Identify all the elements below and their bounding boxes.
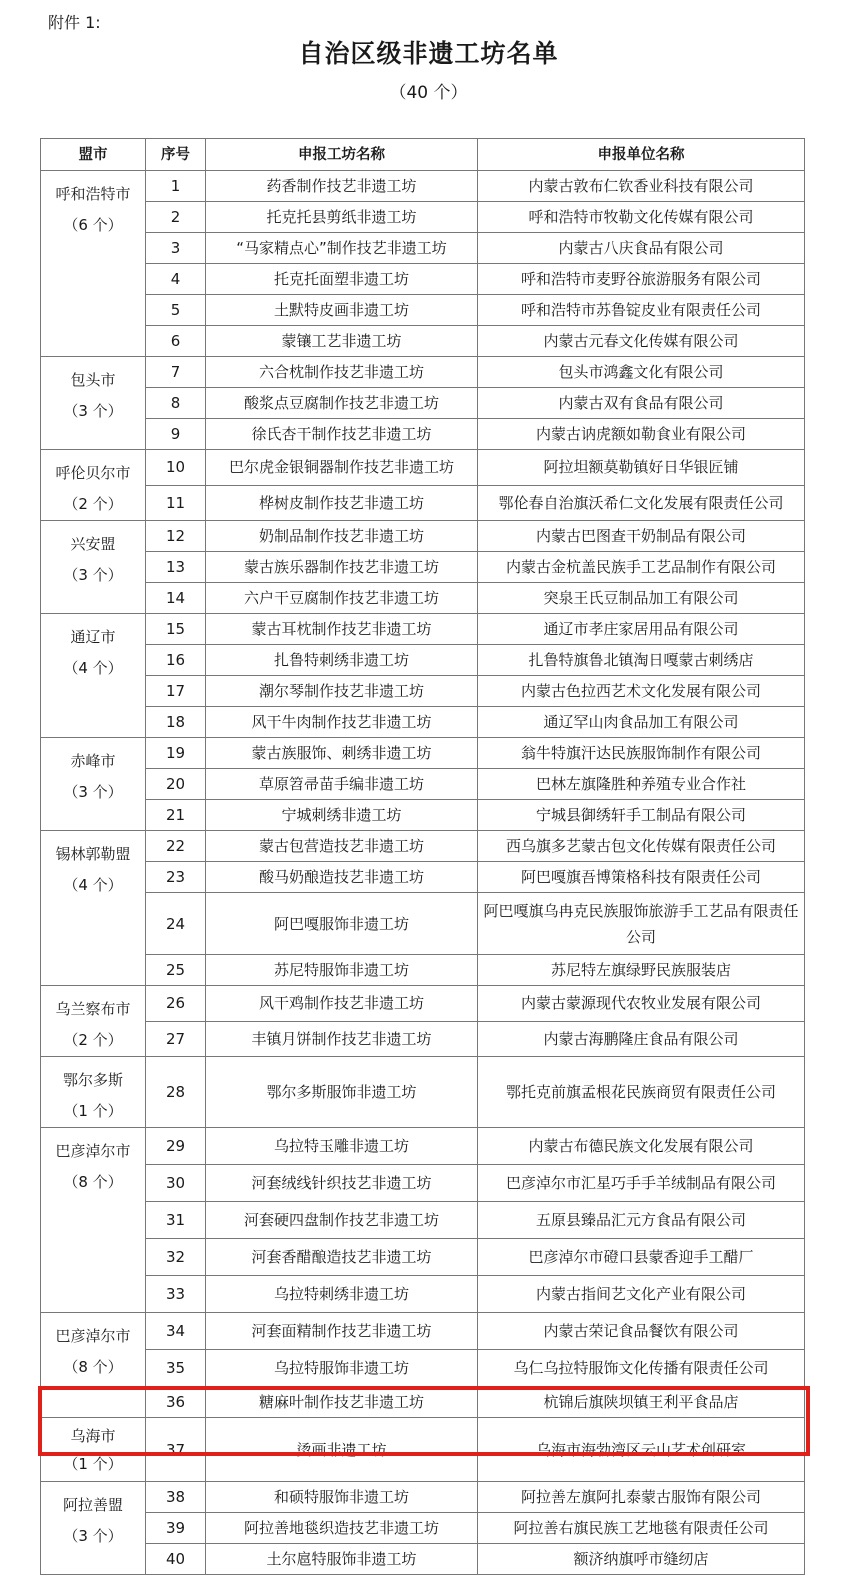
workshop-name: 托克托面塑非遗工坊 — [206, 264, 478, 295]
row-number: 38 — [146, 1482, 206, 1513]
row-number: 29 — [146, 1128, 206, 1165]
workshop-name: 风干鸡制作技艺非遗工坊 — [206, 986, 478, 1022]
city-label: 赤峰市 — [70, 752, 116, 770]
row-number: 33 — [146, 1276, 206, 1313]
row-number: 34 — [146, 1313, 206, 1350]
table-row — [41, 233, 805, 264]
row-number: 27 — [146, 1021, 206, 1057]
organization-name: 呼和浩特市苏鲁锭皮业有限责任公司 — [478, 295, 805, 326]
city-label: （4 个） — [63, 876, 123, 894]
organization-name: 内蒙古蒙源现代农牧业发展有限公司 — [478, 986, 805, 1022]
workshop-name: 托克托县剪纸非遗工坊 — [206, 202, 478, 233]
organization-name: 内蒙古元春文化传媒有限公司 — [478, 326, 805, 357]
workshop-name: “马家精点心”制作技艺非遗工坊 — [206, 233, 478, 264]
workshop-name: 蒙古包营造技艺非遗工坊 — [206, 831, 478, 862]
row-number: 10 — [146, 450, 206, 486]
table-row — [41, 388, 805, 419]
city-cell — [41, 738, 146, 831]
city-label: 阿拉善盟 — [62, 1496, 123, 1514]
row-number: 30 — [146, 1165, 206, 1202]
table-row — [41, 202, 805, 233]
row-number: 7 — [146, 357, 206, 388]
row-number: 12 — [146, 521, 206, 552]
city-label: 锡林郭勒盟 — [55, 845, 131, 863]
city-cell — [41, 357, 146, 450]
organization-name: 内蒙古巴图查干奶制品有限公司 — [478, 521, 805, 552]
organization-name: 阿拉坦额莫勒镇好日华银匠铺 — [478, 450, 805, 486]
row-number: 6 — [146, 326, 206, 357]
city-label: 兴安盟 — [70, 535, 116, 553]
workshop-name: 乌拉特刺绣非遗工坊 — [206, 1276, 478, 1313]
city-label: （3 个） — [63, 402, 123, 420]
row-number: 3 — [146, 233, 206, 264]
workshop-name: 河套绒线针织技艺非遗工坊 — [206, 1165, 478, 1202]
organization-name: 呼和浩特市牧勒文化传媒有限公司 — [478, 202, 805, 233]
city-cell — [41, 1057, 146, 1128]
workshop-name: 药香制作技艺非遗工坊 — [206, 171, 478, 202]
workshop-name: 草原笤帚苗手编非遗工坊 — [206, 769, 478, 800]
city-label: 巴彦淖尔市 — [55, 1327, 131, 1345]
row-number: 5 — [146, 295, 206, 326]
table-row — [41, 583, 805, 614]
table-row — [41, 295, 805, 326]
organization-name: 鄂托克前旗孟根花民族商贸有限责任公司 — [478, 1057, 805, 1128]
row-number: 26 — [146, 986, 206, 1022]
workshop-table — [40, 138, 805, 1575]
row-number: 28 — [146, 1057, 206, 1128]
organization-name: 五原县臻品汇元方食品有限公司 — [478, 1202, 805, 1239]
row-number: 18 — [146, 707, 206, 738]
column-header: 盟市 — [41, 139, 146, 171]
city-cell — [41, 614, 146, 738]
table-row — [41, 1165, 805, 1202]
table-row — [41, 1513, 805, 1544]
row-number: 40 — [146, 1544, 206, 1575]
workshop-name: 蒙古耳枕制作技艺非遗工坊 — [206, 614, 478, 645]
organization-name: 内蒙古讷虎额如勒食业有限公司 — [478, 419, 805, 450]
workshop-name: 蒙古族乐器制作技艺非遗工坊 — [206, 552, 478, 583]
organization-name: 翁牛特旗汗达民族服饰制作有限公司 — [478, 738, 805, 769]
row-number: 4 — [146, 264, 206, 295]
workshop-name: 阿拉善地毯织造技艺非遗工坊 — [206, 1513, 478, 1544]
table-row — [41, 769, 805, 800]
workshop-name: 潮尔琴制作技艺非遗工坊 — [206, 676, 478, 707]
workshop-name: 乌拉特玉雕非遗工坊 — [206, 1128, 478, 1165]
workshop-name: 酸浆点豆腐制作技艺非遗工坊 — [206, 388, 478, 419]
organization-name: 巴彦淖尔市汇星巧手手羊绒制品有限公司 — [478, 1165, 805, 1202]
city-label: 乌海市 — [70, 1427, 116, 1445]
workshop-name: 巴尔虎金银铜器制作技艺非遗工坊 — [206, 450, 478, 486]
city-label: 呼伦贝尔市 — [55, 464, 131, 482]
row-number: 15 — [146, 614, 206, 645]
table-row — [41, 676, 805, 707]
city-label: （3 个） — [63, 1527, 123, 1545]
attachment-label: 附件 1: — [48, 13, 101, 32]
table-row — [41, 357, 805, 388]
organization-name: 内蒙古八庆食品有限公司 — [478, 233, 805, 264]
organization-name: 宁城县御绣轩手工制品有限公司 — [478, 800, 805, 831]
city-label: （2 个） — [63, 1031, 123, 1049]
city-cell — [41, 171, 146, 357]
table-row — [41, 450, 805, 486]
organization-name: 阿巴嘎旗吾博策格科技有限责任公司 — [478, 862, 805, 893]
organization-name: 包头市鸿鑫文化有限公司 — [478, 357, 805, 388]
city-label: 乌兰察布市 — [55, 1000, 131, 1018]
workshop-name: 蒙镶工艺非遗工坊 — [206, 326, 478, 357]
table-row — [41, 1021, 805, 1057]
row-number: 8 — [146, 388, 206, 419]
city-label: （1 个） — [63, 1455, 123, 1473]
workshop-name: 土默特皮画非遗工坊 — [206, 295, 478, 326]
table-row — [41, 485, 805, 521]
highlight-box — [38, 1386, 810, 1456]
city-label: 通辽市 — [70, 628, 116, 646]
table-body — [41, 171, 805, 1575]
workshop-name: 鄂尔多斯服饰非遗工坊 — [206, 1057, 478, 1128]
page-subtitle-count: （40 个） — [389, 83, 468, 103]
table-row — [41, 800, 805, 831]
workshop-name: 阿巴嘎服饰非遗工坊 — [206, 893, 478, 955]
row-number: 2 — [146, 202, 206, 233]
row-number: 24 — [146, 893, 206, 955]
city-label: 鄂尔多斯 — [62, 1071, 123, 1089]
city-label: 呼和浩特市 — [55, 185, 131, 203]
table-row — [41, 264, 805, 295]
organization-name: 呼和浩特市麦野谷旅游服务有限公司 — [478, 264, 805, 295]
table-row — [41, 893, 805, 955]
table-row — [41, 326, 805, 357]
organization-name: 内蒙古金杭盖民族手工艺品制作有限公司 — [478, 552, 805, 583]
table-row — [41, 831, 805, 862]
workshop-name: 六合枕制作技艺非遗工坊 — [206, 357, 478, 388]
page-title: 自治区级非遗工坊名单 — [298, 39, 559, 68]
row-number: 35 — [146, 1350, 206, 1387]
workshop-name: 六户干豆腐制作技艺非遗工坊 — [206, 583, 478, 614]
workshop-name: 扎鲁特刺绣非遗工坊 — [206, 645, 478, 676]
row-number: 1 — [146, 171, 206, 202]
table-row — [41, 1239, 805, 1276]
workshop-name: 蒙古族服饰、刺绣非遗工坊 — [206, 738, 478, 769]
organization-name: 鄂伦春自治旗沃希仁文化发展有限责任公司 — [478, 485, 805, 521]
table-row — [41, 1057, 805, 1128]
workshop-name: 苏尼特服饰非遗工坊 — [206, 955, 478, 986]
row-number: 22 — [146, 831, 206, 862]
organization-name: 额济纳旗呼市缝纫店 — [478, 1544, 805, 1575]
city-label: 巴彦淖尔市 — [55, 1142, 131, 1160]
city-label: （4 个） — [63, 659, 123, 677]
city-cell — [41, 521, 146, 614]
organization-name: 突泉王氏豆制品加工有限公司 — [478, 583, 805, 614]
organization-name: 乌仁乌拉特服饰文化传播有限责任公司 — [478, 1350, 805, 1387]
city-label: （6 个） — [63, 216, 123, 234]
city-cell — [41, 986, 146, 1057]
workshop-name: 糖麻叶制作技艺非遗工坊 — [206, 1387, 478, 1418]
table-row — [41, 1313, 805, 1350]
column-header: 申报工坊名称 — [206, 139, 478, 171]
row-number: 31 — [146, 1202, 206, 1239]
workshop-name: 河套面精制作技艺非遗工坊 — [206, 1313, 478, 1350]
table-row — [41, 171, 805, 202]
row-number: 16 — [146, 645, 206, 676]
workshop-name: 乌拉特服饰非遗工坊 — [206, 1350, 478, 1387]
organization-name: 通辽罕山肉食品加工有限公司 — [478, 707, 805, 738]
organization-name: 内蒙古色拉西艺术文化发展有限公司 — [478, 676, 805, 707]
row-number: 25 — [146, 955, 206, 986]
workshop-name: 河套硬四盘制作技艺非遗工坊 — [206, 1202, 478, 1239]
organization-name: 西乌旗多艺蒙古包文化传媒有限责任公司 — [478, 831, 805, 862]
column-header: 序号 — [146, 139, 206, 171]
row-number: 11 — [146, 485, 206, 521]
table-row — [41, 955, 805, 986]
city-label: 包头市 — [70, 371, 116, 389]
row-number: 14 — [146, 583, 206, 614]
workshop-name: 烫画非遗工坊 — [206, 1418, 478, 1482]
row-number: 36 — [146, 1387, 206, 1418]
city-label: （3 个） — [63, 783, 123, 801]
table-row — [41, 552, 805, 583]
table-header-row — [41, 139, 805, 171]
organization-name: 阿拉善左旗阿扎泰蒙古服饰有限公司 — [478, 1482, 805, 1513]
row-number: 17 — [146, 676, 206, 707]
row-number: 37 — [146, 1418, 206, 1482]
city-cell — [41, 450, 146, 521]
city-label: （8 个） — [63, 1173, 123, 1191]
table-row — [41, 862, 805, 893]
city-label: （8 个） — [63, 1358, 123, 1376]
table-row — [41, 707, 805, 738]
row-number: 19 — [146, 738, 206, 769]
workshop-name: 河套香醋酿造技艺非遗工坊 — [206, 1239, 478, 1276]
workshop-name: 宁城刺绣非遗工坊 — [206, 800, 478, 831]
workshop-name: 桦树皮制作技艺非遗工坊 — [206, 485, 478, 521]
table-row — [41, 645, 805, 676]
table-row — [41, 738, 805, 769]
city-label: （2 个） — [63, 495, 123, 513]
organization-name: 杭锦后旗陕坝镇王利平食品店 — [478, 1387, 805, 1418]
city-label: （1 个） — [63, 1102, 123, 1120]
workshop-name: 奶制品制作技艺非遗工坊 — [206, 521, 478, 552]
organization-name: 内蒙古海鹏隆庄食品有限公司 — [478, 1021, 805, 1057]
row-number: 23 — [146, 862, 206, 893]
organization-name: 内蒙古布德民族文化发展有限公司 — [478, 1128, 805, 1165]
row-number: 20 — [146, 769, 206, 800]
table-row — [41, 1276, 805, 1313]
table-row — [41, 1350, 805, 1387]
table-row — [41, 1202, 805, 1239]
organization-name: 内蒙古双有食品有限公司 — [478, 388, 805, 419]
workshop-name: 丰镇月饼制作技艺非遗工坊 — [206, 1021, 478, 1057]
table-row — [41, 419, 805, 450]
organization-name: 巴林左旗隆胜种养殖专业合作社 — [478, 769, 805, 800]
organization-name: 苏尼特左旗绿野民族服装店 — [478, 955, 805, 986]
workshop-name: 土尔扈特服饰非遗工坊 — [206, 1544, 478, 1575]
row-number: 13 — [146, 552, 206, 583]
row-number: 39 — [146, 1513, 206, 1544]
workshop-name: 风干牛肉制作技艺非遗工坊 — [206, 707, 478, 738]
table-row — [41, 614, 805, 645]
workshop-name: 酸马奶酿造技艺非遗工坊 — [206, 862, 478, 893]
table-row — [41, 521, 805, 552]
table-row — [41, 986, 805, 1022]
organization-name: 内蒙古指间艺文化产业有限公司 — [478, 1276, 805, 1313]
row-number: 32 — [146, 1239, 206, 1276]
city-label: （3 个） — [63, 566, 123, 584]
city-cell — [41, 831, 146, 986]
row-number: 21 — [146, 800, 206, 831]
organization-name: 巴彦淖尔市磴口县蒙香迎手工醋厂 — [478, 1239, 805, 1276]
city-cell — [41, 1482, 146, 1575]
row-number: 9 — [146, 419, 206, 450]
workshop-name: 和硕特服饰非遗工坊 — [206, 1482, 478, 1513]
organization-name: 阿巴嘎旗乌冉克民族服饰旅游手工艺品有限责任公司 — [478, 893, 805, 955]
column-header: 申报单位名称 — [478, 139, 805, 171]
organization-name: 扎鲁特旗鲁北镇淘日嘎蒙古刺绣店 — [478, 645, 805, 676]
table-row — [41, 1482, 805, 1513]
city-cell — [41, 1128, 146, 1313]
organization-name: 内蒙古荣记食品餐饮有限公司 — [478, 1313, 805, 1350]
table-row — [41, 1128, 805, 1165]
organization-name: 通辽市孝庄家居用品有限公司 — [478, 614, 805, 645]
workshop-name: 徐氏杏干制作技艺非遗工坊 — [206, 419, 478, 450]
organization-name: 内蒙古敦布仁钦香业科技有限公司 — [478, 171, 805, 202]
table-row — [41, 1544, 805, 1575]
organization-name: 乌海市海勃湾区云山艺术创研室 — [478, 1418, 805, 1482]
organization-name: 阿拉善右旗民族工艺地毯有限责任公司 — [478, 1513, 805, 1544]
